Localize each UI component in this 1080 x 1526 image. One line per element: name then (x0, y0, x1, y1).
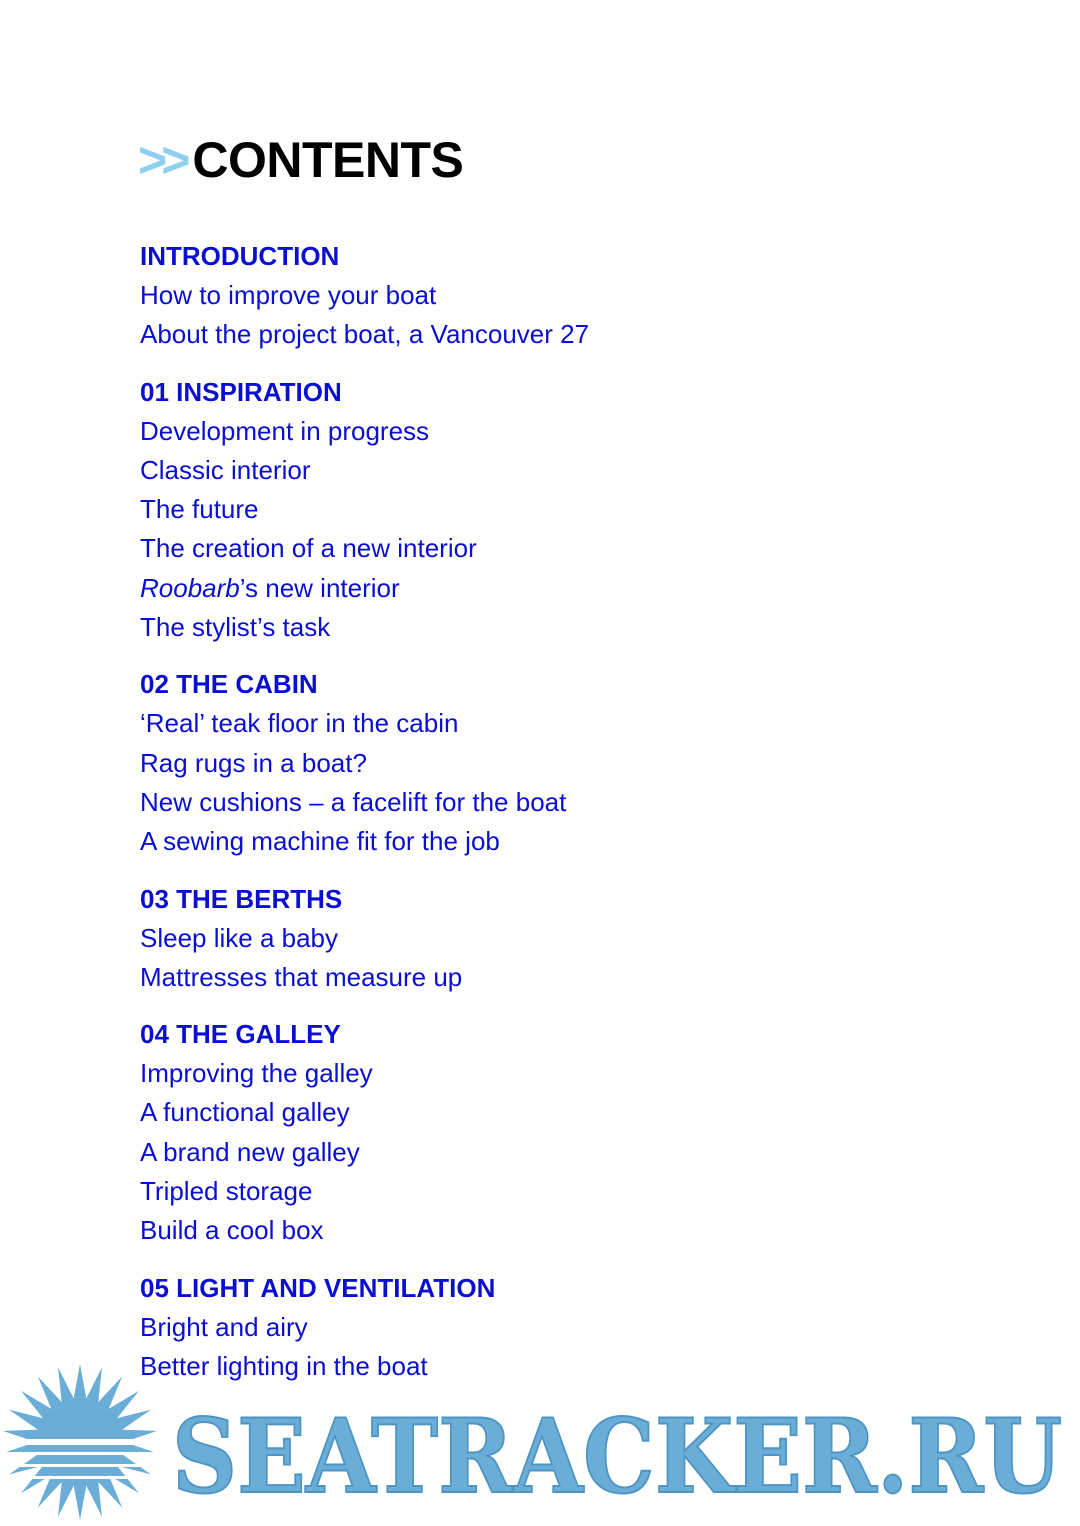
toc-entry[interactable]: A sewing machine fit for the job (140, 826, 500, 857)
toc-entry[interactable]: A brand new galley (140, 1136, 360, 1167)
toc-section-inspiration (140, 372, 1040, 648)
toc-entry[interactable]: About the project boat, a Vancouver 27 (140, 319, 590, 350)
section-title: 01 INSPIRATION (140, 376, 342, 407)
toc-entry[interactable]: Sleep like a baby (140, 922, 339, 953)
toc-entry[interactable]: Tripled storage (140, 1176, 313, 1207)
page-title (138, 128, 463, 192)
sun-icon (0, 1364, 170, 1520)
toc-section-introduction (140, 236, 1040, 355)
toc-section-cabin (140, 664, 1040, 861)
toc-entry[interactable]: Improving the galley (140, 1058, 373, 1089)
toc-section-berths (140, 879, 1040, 998)
toc-entry[interactable]: Bright and airy (140, 1311, 308, 1342)
toc-entry[interactable]: The stylist’s task (140, 612, 331, 643)
section-title: 05 LIGHT AND VENTILATION (140, 1272, 496, 1303)
toc-entry[interactable]: Mattresses that measure up (140, 961, 463, 992)
section-title: 03 THE BERTHS (140, 883, 343, 914)
boat-name: Roobarb (140, 572, 240, 603)
toc-entry[interactable]: How to improve your boat (140, 280, 437, 310)
toc-entry[interactable]: Development in progress (140, 415, 430, 446)
watermark (0, 1362, 1080, 1526)
toc-entry[interactable] (140, 569, 1040, 608)
section-title: INTRODUCTION (140, 241, 340, 271)
section-title: 02 THE CABIN (140, 669, 318, 700)
toc-entry[interactable]: New cushions – a facelift for the boat (140, 786, 567, 817)
page-title-text: CONTENTS (192, 132, 464, 188)
watermark-text: SEATRACKER.RU (172, 1397, 1062, 1517)
toc-entry[interactable]: Better lighting in the boat (140, 1350, 428, 1381)
toc-entry[interactable]: The creation of a new interior (140, 533, 477, 564)
toc-entry[interactable]: The future (140, 494, 259, 525)
toc-entry[interactable]: A functional galley (140, 1097, 350, 1128)
toc-entry[interactable]: Classic interior (140, 454, 311, 485)
toc-entry[interactable]: Rag rugs in a boat? (140, 747, 367, 778)
toc-entry[interactable]: ‘Real’ teak floor in the cabin (140, 708, 459, 739)
table-of-contents (140, 236, 1040, 1403)
chevrons-icon: >> (138, 132, 185, 188)
toc-section-galley (140, 1014, 1040, 1250)
toc-entry-text: ’s new interior (239, 572, 400, 603)
section-title: 04 THE GALLEY (140, 1019, 341, 1050)
toc-entry[interactable]: Build a cool box (140, 1215, 324, 1246)
